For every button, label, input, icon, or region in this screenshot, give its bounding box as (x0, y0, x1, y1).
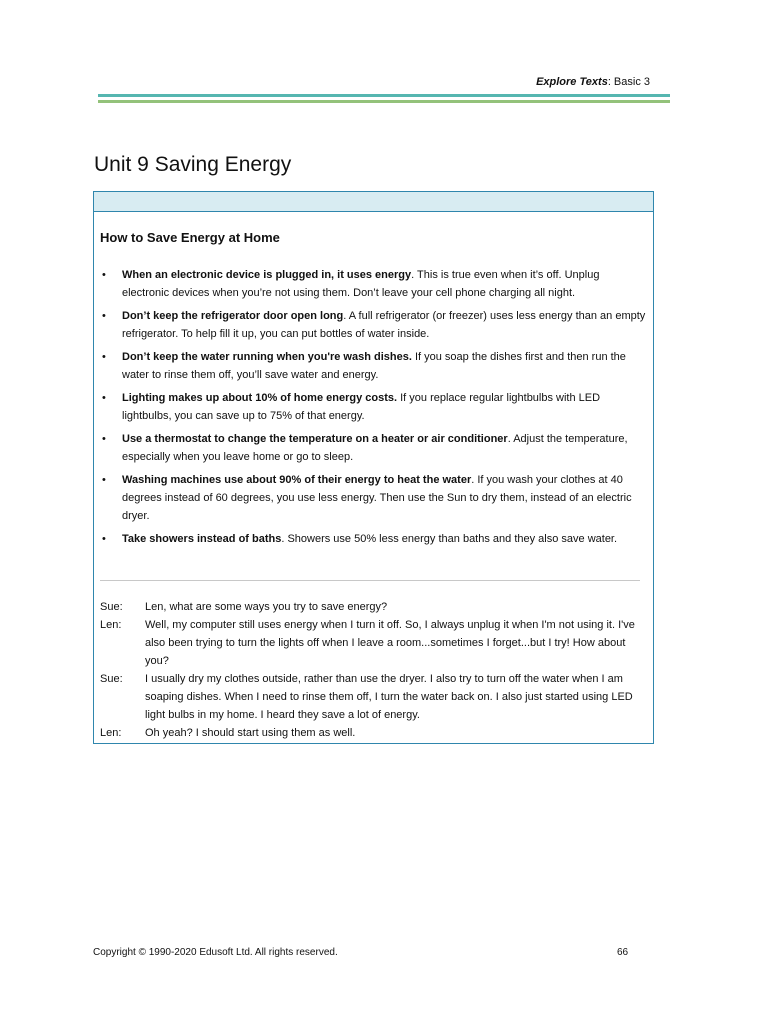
section-divider (100, 580, 640, 581)
dialogue-turn (100, 616, 648, 670)
unit-title: Unit 9 Saving Energy (94, 153, 292, 176)
bullet-icon: • (102, 533, 106, 545)
dialogue-line: Len, what are some ways you try to save energy? (145, 601, 388, 613)
tip-bold: Take showers instead of baths (122, 533, 282, 545)
header-rule-teal (98, 94, 670, 97)
header-rule-green (98, 100, 670, 103)
tip-bold: Lighting makes up about 10% of home energy costs. (122, 392, 398, 404)
speaker-label: Sue: (100, 601, 123, 613)
running-header (536, 76, 650, 88)
header-series: Explore Texts (536, 76, 608, 88)
reading-box (93, 191, 654, 744)
bullet-icon: • (102, 433, 106, 445)
tip-text: . Showers use 50% less energy than baths and they also save water. (281, 533, 618, 545)
section-title: How to Save Energy at Home (100, 230, 280, 245)
header-level: : Basic 3 (607, 76, 650, 88)
tip-bold: Washing machines use about 90% of their energy to heat the water (122, 474, 472, 486)
tip-item (100, 471, 648, 525)
dialogue-line: Well, my computer still uses energy when I turn it off. So, I always unplug it when I'm not using it. I've also been trying to turn the lights off when I leave a room...sometimes I forget...but I try! How about you? (145, 619, 635, 667)
footer-copyright: Copyright © 1990-2020 Edusoft Ltd. All rights reserved. (93, 947, 338, 958)
tip-item (100, 266, 648, 302)
tip-bold: When an electronic device is plugged in, it uses energy (122, 269, 412, 281)
speaker-label: Len: (100, 619, 122, 631)
tip-text: . This is true even when it’s off. Unplug electronic devices when you’re not using them. Don’t leave your cell phone charging all night. (122, 269, 600, 299)
bullet-icon: • (102, 269, 106, 281)
bullet-icon: • (102, 474, 106, 486)
tip-text: If you soap the dishes first and then run the water to rinse them off, you’ll save water and energy. (122, 351, 626, 381)
tip-item (100, 389, 648, 425)
tip-item (100, 348, 648, 384)
tip-item (100, 307, 648, 343)
speaker-label: Sue: (100, 673, 123, 685)
tip-text: . If you wash your clothes at 40 degrees instead of 60 degrees, you use less energy. Then use the Sun to dry them, instead of an electric dryer. (122, 474, 632, 522)
tips-list (100, 266, 648, 553)
bullet-icon: • (102, 351, 106, 363)
tip-item (100, 430, 648, 466)
dialogue-line: I usually dry my clothes outside, rather than use the dryer. I also try to turn off the water when I am soaping dishes. When I need to rinse them off, I turn the water back on. I also just started using LED light bulbs in my home. I heard they save a lot of energy. (145, 673, 633, 721)
dialogue-line: Oh yeah? I should start using them as well. (145, 727, 356, 739)
tip-text: If you replace regular lightbulbs with LED lightbulbs, you can save up to 75% of that energy. (122, 392, 601, 422)
tip-text: . Adjust the temperature, especially when you leave home or go to sleep. (122, 433, 628, 463)
reading-box-band (94, 192, 653, 212)
footer-page-number: 66 (617, 947, 629, 958)
dialogue-turn (100, 598, 648, 616)
dialogue-turn (100, 670, 648, 724)
tip-bold: Use a thermostat to change the temperature on a heater or air conditioner (122, 433, 508, 445)
tip-bold: Don’t keep the water running when you're wash dishes. (122, 351, 412, 363)
bullet-icon: • (102, 310, 106, 322)
bullet-icon: • (102, 392, 106, 404)
tip-text: . A full refrigerator (or freezer) uses less energy than an empty refrigerator. To help fill it up, you can put bottles of water inside. (122, 310, 646, 340)
speaker-label: Len: (100, 727, 122, 739)
dialogue (100, 598, 648, 742)
dialogue-turn (100, 724, 648, 742)
tip-item (100, 530, 648, 548)
tip-bold: Don’t keep the refrigerator door open long (122, 310, 344, 322)
